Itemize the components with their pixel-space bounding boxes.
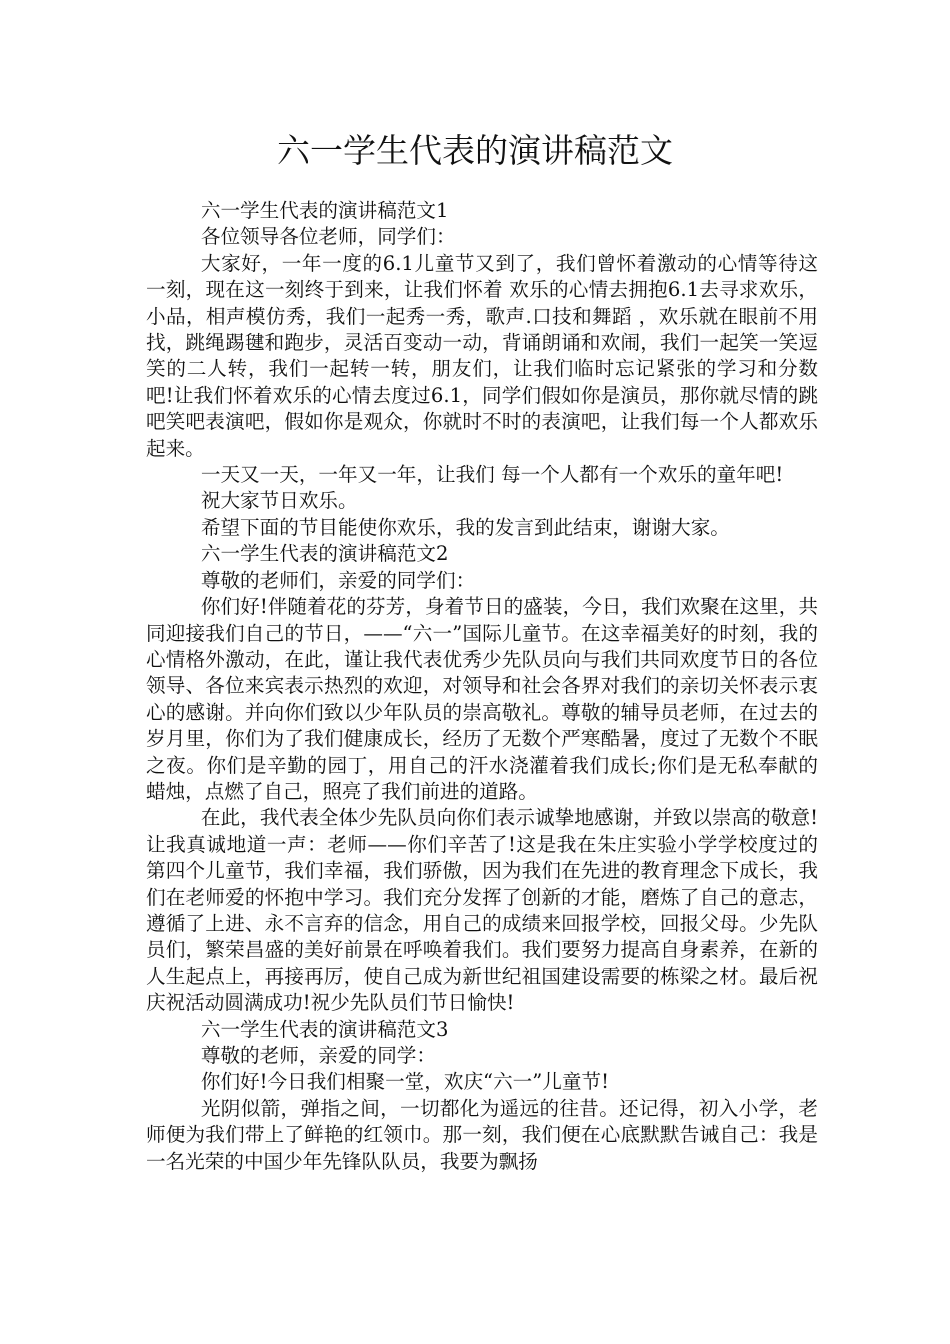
paragraph: 祝大家节日欢乐。 <box>200 489 358 513</box>
section-heading-1: 六一学生代表的演讲稿范文1 <box>200 199 449 222</box>
document-body <box>146 198 818 1175</box>
paragraph: 希望下面的节目能使你欢乐，我的发言到此结束，谢谢大家。 <box>200 515 730 539</box>
section-heading-2: 六一学生代表的演讲稿范文2 <box>200 542 449 566</box>
salutation-3: 尊敬的老师，亲爱的同学： <box>200 1044 436 1067</box>
section-heading-3: 六一学生代表的演讲稿范文3 <box>200 1017 449 1041</box>
paragraph: 大家好，一年一度的6.1儿童节又到了，我们曾怀着激动的心情等待这一刻，现在这一刻终于到来，让我们怀着 欢乐的心情去拥抱6.1去寻求欢乐，小品，相声模仿秀，我们一起秀一秀，歌声.口技和舞蹈 ，欢乐就在眼前不用找，跳绳踢毽和跑步，灵活百变动一动，背诵朗诵和欢闹，我们一起笑一笑逗笑的二人转，我们一起转一转，朋友们，让我们临时忘记紧张的学习和分数吧!让我们怀着欢乐的心情去度过6.1，同学们假如你是演员，那你就尽情的跳吧笑吧表演吧，假如你是观众，你就时不时的表演吧，让我们每一个人都欢乐起来。 <box>146 251 818 460</box>
salutation-2: 尊敬的老师们，亲爱的同学们： <box>200 568 476 592</box>
paragraph: 一天又一天，一年又一年，让我们 每一个人都有一个欢乐的童年吧! <box>200 463 784 487</box>
paragraph: 你们好!今日我们相聚一堂，欢庆“六一”儿童节! <box>200 1070 609 1094</box>
document-title: 六一学生代表的演讲稿范文 <box>277 131 673 170</box>
paragraph: 你们好!伴随着花的芬芳，身着节日的盛装，今日，我们欢聚在这里，共同迎接我们自己的节日，——“六一”国际儿童节。在这幸福美好的时刻，我的心情格外激动，在此，谨让我代表优秀少先队员向与我们共同欢度节日的各位领导、各位来宾表示热烈的欢迎，对领导和社会各界对我们的亲切关怀表示衷心的感谢。并向你们致以少年队员的崇高敬礼。尊敬的辅导员老师，在过去的岁月里，你们为了我们健康成长，经历了无数个严寒酷暑，度过了无数个不眠之夜。你们是辛勤的园丁，用自己的汗水浇灌着我们成长;你们是无私奉献的蜡烛，点燃了自己，照亮了我们前进的道路。 <box>146 595 818 803</box>
salutation-1: 各位领导各位老师，同学们： <box>200 225 456 249</box>
paragraph: 光阴似箭，弹指之间，一切都化为遥远的往昔。还记得，初入小学，老师便为我们带上了鲜艳的红领巾。那一刻，我们便在心底默默告诫自己：我是一名光荣的中国少年先锋队队员，我要为飘扬 <box>146 1096 818 1173</box>
paragraph: 在此，我代表全体少先队员向你们表示诚挚地感谢，并致以崇高的敬意!让我真诚地道一声：老师——你们辛苦了!这是我在朱庄实验小学学校度过的第四个儿童节，我们幸福，我们骄傲，因为我们在先进的教育理念下成长，我们在老师爱的怀抱中学习。我们充分发挥了创新的才能，磨炼了自己的意志，遵循了上进、永不言弃的信念，用自己的成绩来回报学校，回报父母。少先队员们，繁荣昌盛的美好前景在呼唤着我们。我们要努力提高自身素养，在新的人生起点上，再接再厉，使自己成为新世纪祖国建设需要的栋梁之材。最后祝庆祝活动圆满成功!祝少先队员们节日愉快! <box>146 806 818 1015</box>
